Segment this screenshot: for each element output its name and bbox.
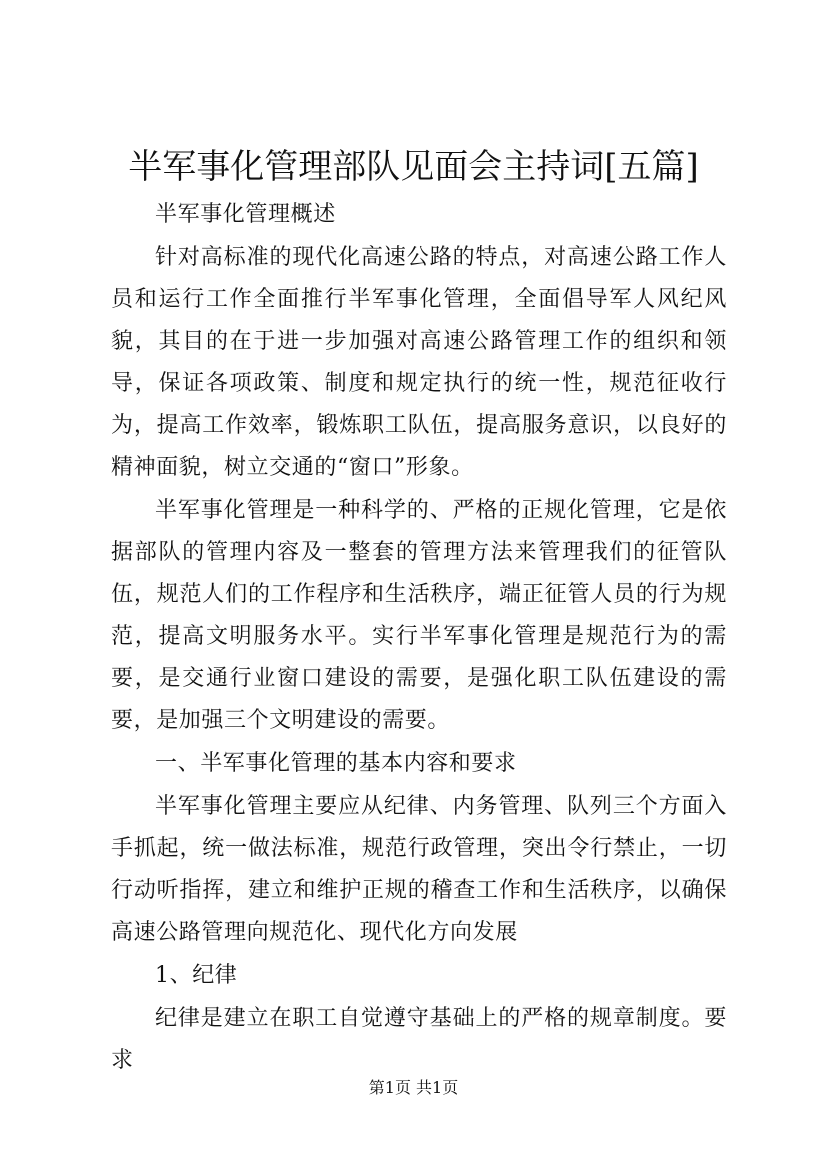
document-title: 半军事化管理部队见面会主持词[五篇] bbox=[128, 147, 699, 187]
paragraph-intro: 针对高标准的现代化高速公路的特点，对高速公路工作人员和运行工作全面推行半军事化管理，全面倡导军人风纪风貌，其目的在于进一步加强对高速公路管理工作的组织和领导，保证各项政策、制度和规定执行的统一性，规范征收行为，提高工作效率，锻炼职工队伍，提高服务意识，以良好的精神面貌，树立交通的“窗口”形象。 bbox=[111, 245, 727, 480]
paragraph-main-aspects: 半军事化管理主要应从纪律、内务管理、队列三个方面入手抓起，统一做法标准，规范行政管理，突出令行禁止，一切行动听指挥，建立和维护正规的稽查工作和生活秩序，以确保高速公路管理向规范化、现代化方向发展 bbox=[111, 794, 727, 945]
paragraph-definition: 半军事化管理是一种科学的、严格的正规化管理，它是依据部队的管理内容及一整套的管理方法来管理我们的征管队伍，规范人们的工作程序和生活秩序，端正征管人员的行为规范，提高文明服务水平。实行半军事化管理是规范行为的需要，是交通行业窗口建设的需要，是强化职工队伍建设的需要，是加强三个文明建设的需要。 bbox=[111, 498, 727, 733]
section-heading-overview: 半军事化管理概述 bbox=[155, 202, 336, 227]
page-footer: 第1页 共1页 bbox=[368, 1078, 459, 1097]
paragraph-discipline: 纪律是建立在职工自觉遵守基础上的严格的规章制度。要求 bbox=[111, 1006, 727, 1073]
document-body bbox=[111, 194, 727, 1082]
section-heading-discipline: 1、纪律 bbox=[155, 963, 238, 988]
section-heading-basic-content: 一、半军事化管理的基本内容和要求 bbox=[155, 751, 517, 776]
